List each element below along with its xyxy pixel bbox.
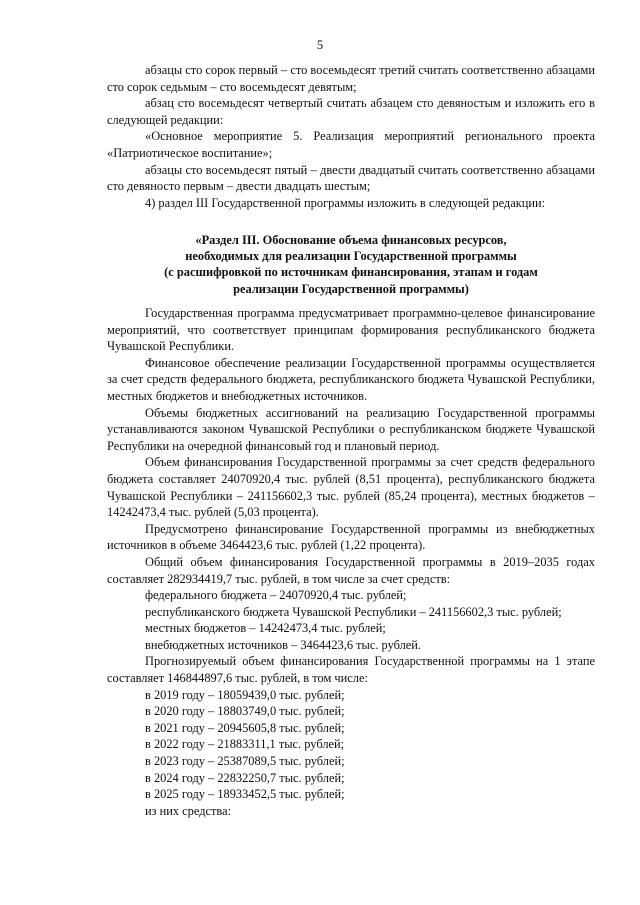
year-item: в 2024 году – 22832250,7 тыс. рублей; [145, 770, 345, 785]
body-paragraph: Объем финансирования Государственной программы за счет средств федерального бюджета составляет 24070920,4 тыс. рублей (8,51 процента), республиканского бюджета Чувашской Республики – 241156602,3 тыс. рублей (85,24 процента), местных бюджетов – 14242473,4 тыс. рублей (5,03 процента). [107, 455, 595, 520]
year-item: в 2023 году – 25387089,5 тыс. рублей; [145, 754, 345, 769]
heading-line: «Раздел III. Обоснование объема финансовых ресурсов, [195, 233, 507, 247]
funding-source-item: республиканского бюджета Чувашской Республики – 241156602,3 тыс. рублей; [145, 604, 562, 619]
year-item: в 2019 году – 18059439,0 тыс. рублей; [145, 687, 345, 702]
funding-source-item: федерального бюджета – 24070920,4 тыс. рублей; [145, 588, 407, 603]
year-item: в 2025 году – 18933452,5 тыс. рублей; [145, 787, 345, 802]
intro-paragraph: абзацы сто сорок первый – сто восемьдесят третий считать соответственно абзацами сто сорок седьмым – сто восемьдесят девятым; [107, 63, 595, 94]
body-paragraph: из них средства: [145, 803, 232, 818]
intro-paragraph: «Основное мероприятие 5. Реализация мероприятий регионального проекта «Патриотическое воспитание»; [107, 129, 595, 160]
funding-source-item: местных бюджетов – 14242473,4 тыс. рублей; [145, 621, 386, 636]
year-item: в 2021 году – 20945605,8 тыс. рублей; [145, 720, 345, 735]
intro-paragraph: абзац сто восемьдесят четвертый считать абзацем сто девяностым и изложить его в следующей редакции: [107, 96, 595, 127]
intro-paragraph: 4) раздел III Государственной программы изложить в следующей редакции: [145, 195, 546, 210]
year-item: в 2020 году – 18803749,0 тыс. рублей; [145, 704, 345, 719]
body-paragraph: Финансовое обеспечение реализации Государственной программы осуществляется за счет средств федерального бюджета, республиканского бюджета Чувашской Республики, местных бюджетов и внебюджетных источников. [107, 355, 595, 403]
amendment-intro [107, 62, 595, 211]
section-body [107, 305, 595, 819]
body-paragraph: Объемы бюджетных ассигнований на реализацию Государственной программы устанавливаются законом Чувашской Республики о республиканском бюджете Чувашской Республики на очередной финансовый год и плановый период. [107, 405, 595, 453]
intro-paragraph: абзацы сто восемьдесят пятый – двести двадцатый считать соответственно абзацами сто девяносто первым – двести двадцать шестым; [107, 162, 595, 194]
year-item: в 2022 году – 21883311,1 тыс. рублей; [145, 737, 345, 752]
heading-line: реализации Государственной программы) [233, 281, 469, 296]
heading-line: необходимых для реализации Государственной программы [185, 249, 517, 264]
body-paragraph: Прогнозируемый объем финансирования Государственной программы на 1 этапе составляет 146844897,6 тыс. рублей, в том числе: [107, 654, 595, 686]
section-heading [107, 232, 595, 297]
body-paragraph: Предусмотрено финансирование Государственной программы из внебюджетных источников в объеме 3464423,6 тыс. рублей (1,22 процента). [107, 521, 595, 553]
body-paragraph: Государственная программа предусматривает программно-целевое финансирование мероприятий, что соответствует принципам формирования республиканского бюджета Чувашской Республики. [107, 306, 595, 354]
heading-line: (с расшифровкой по источникам финансирования, этапам и годам [164, 265, 538, 280]
page-number: 5 [316, 38, 324, 52]
funding-source-item: внебюджетных источников – 3464423,6 тыс. рублей. [145, 637, 422, 652]
body-paragraph: Общий объем финансирования Государственной программы в 2019–2035 годах составляет 282934419,7 тыс. рублей, в том числе за счет средств: [107, 554, 595, 586]
